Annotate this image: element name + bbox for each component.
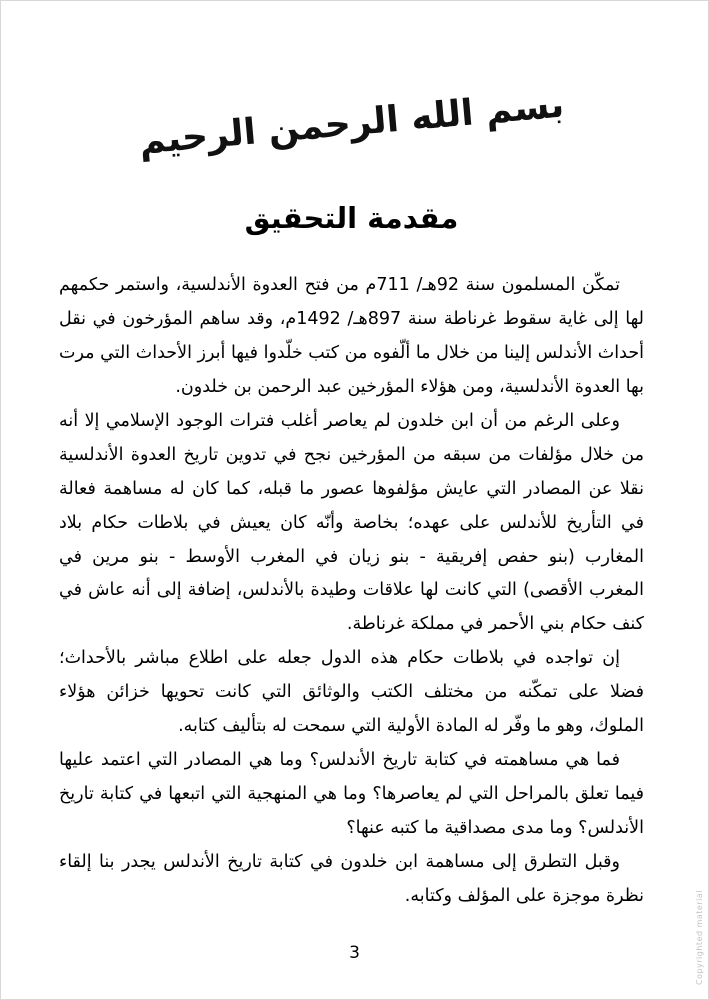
copyright-watermark: Copyrighted material — [695, 889, 704, 985]
paragraph-2: وعلى الرغم من أن ابن خلدون لم يعاصر أغلب فترات الوجود الإسلامي إلا أنه من خلال مؤلفات من سبقه من المؤرخين نجح في تدوين تاريخ العدوة الأندلسية نقلا عن المصادر التي عايش مؤلفوها عصور ما قبله، كما كان له مساهمة فعالة في التأريخ للأندلس على عهده؛ بخاصة وأنّه كان يعيش في بلاطات حكام بلاد المغارب (بنو حفص إفريقية - بنو زيان في المغرب الأوسط - بنو مرين في المغرب الأقصى) التي كانت لها علاقات وطيدة بالأندلس، إضافة إلى أنه عاش في كنف حكام بني الأحمر في مملكة غرناطة. — [59, 410, 644, 635]
paragraph-1: تمكّن المسلمون سنة 92هـ/ 711م من فتح العدوة الأندلسية، واستمر حكمهم لها إلى غاية سقوط غرناطة سنة 897هـ/ 1492م، وقد ساهم المؤرخون في نقل أحداث الأندلس إلينا من خلال ما ألّفوه من كتب خلّدوا فيها أبرز الأحداث التي مرت بها العدوة الأندلسية، ومن هؤلاء المؤرخين عبد الرحمن بن خلدون. — [59, 275, 644, 397]
bismillah-calligraphy: بسم الله الرحمن الرحيم — [137, 84, 566, 162]
paragraph-5: وقبل التطرق إلى مساهمة ابن خلدون في كتابة تاريخ الأندلس يجدر بنا إلقاء نظرة موجزة على المؤلف وكتابه. — [59, 851, 644, 906]
paragraph-4: فما هي مساهمته في كتابة تاريخ الأندلس؟ وما هي المصادر التي اعتمد عليها فيما تعلق بالمراحل التي لم يعاصرها؟ وما هي المنهجية التي اتبعها في كتابة تاريخ الأندلس؟ وما مدى مصداقية ما كتبه عنها؟ — [59, 750, 644, 838]
page-number: 3 — [349, 943, 360, 963]
page-content — [1, 1, 708, 999]
body-text — [59, 269, 644, 914]
page-title: مقدمة التحقيق — [244, 201, 459, 235]
paragraph-3: إن تواجده في بلاطات حكام هذه الدول جعله على اطلاع مباشر بالأحداث؛ فضلا على تمكّنه من مختلف الكتب والوثائق التي كانت تحويها خزائن هؤلاء الملوك، وهو ما وفّر له المادة الأولية التي سمحت له بتأليف كتابه. — [59, 648, 644, 737]
